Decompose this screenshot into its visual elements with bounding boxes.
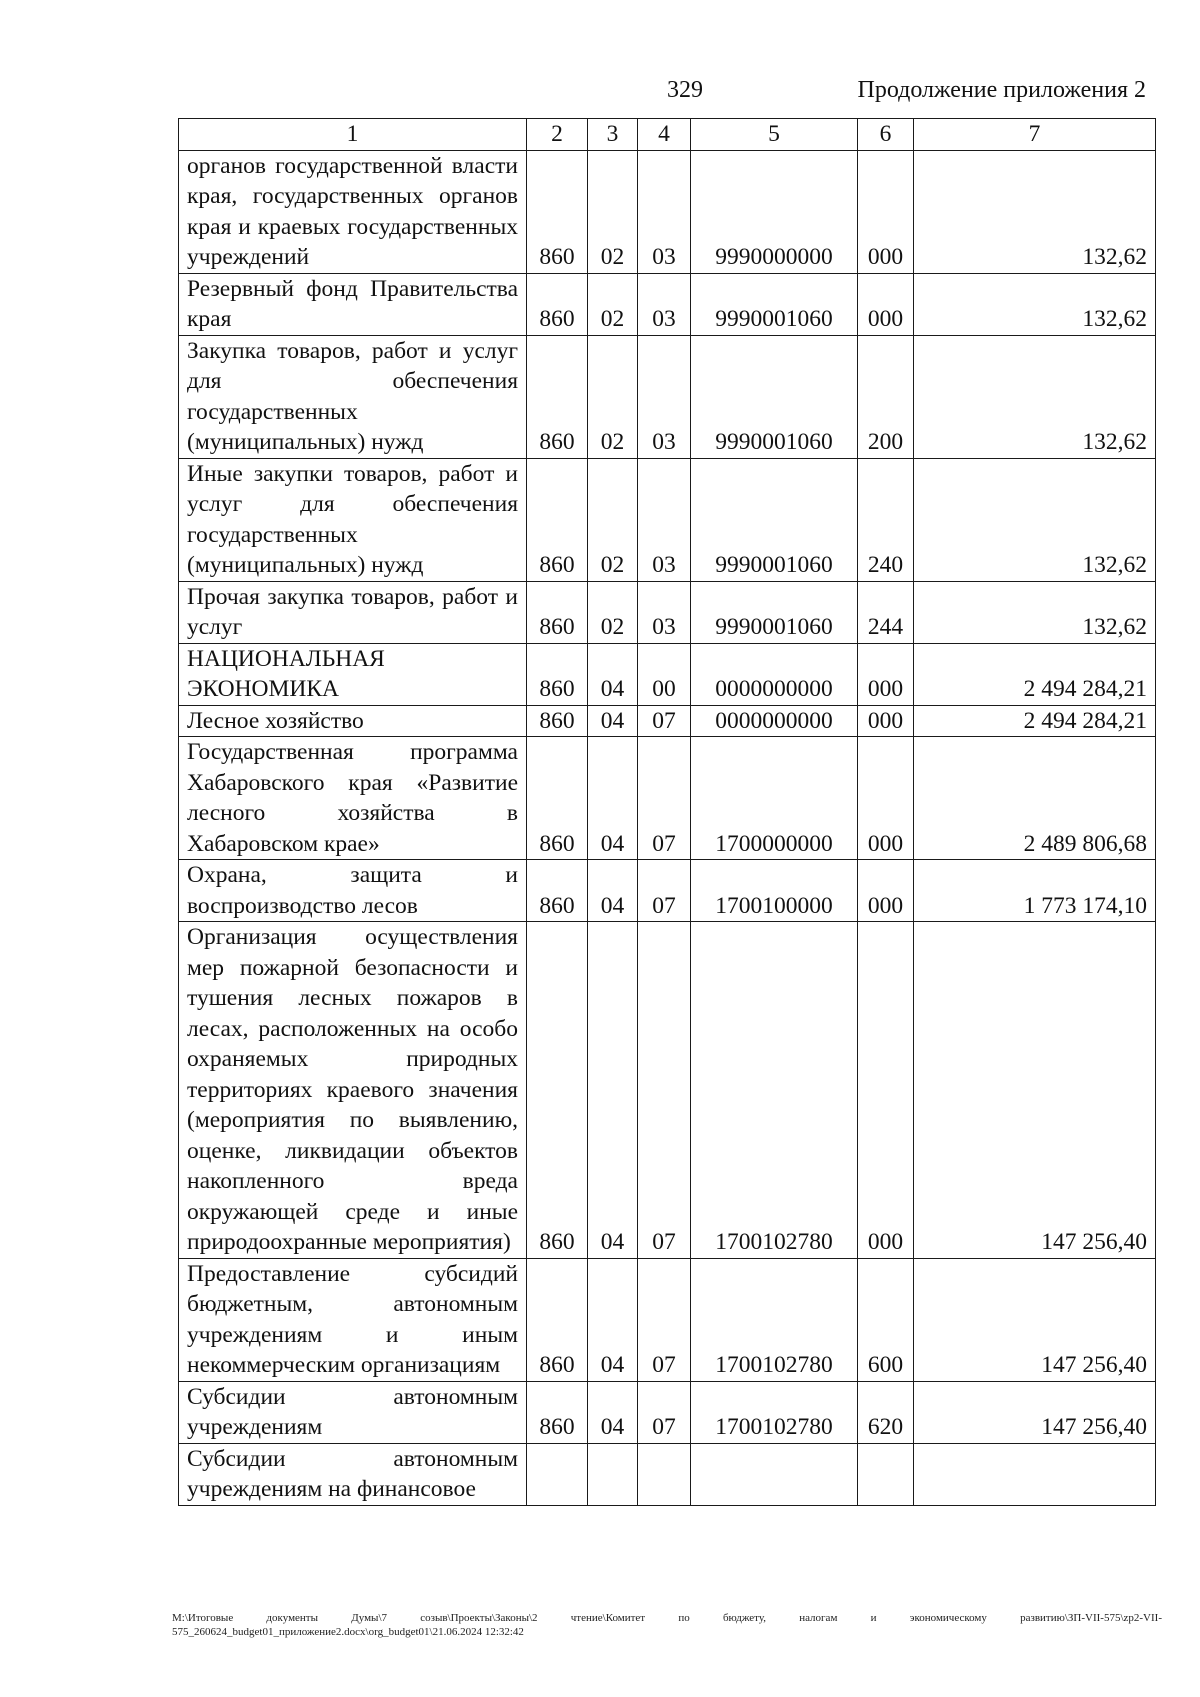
row-name: Охрана, защита и воспроизводство лесов — [179, 860, 527, 922]
row-section: 02 — [588, 335, 638, 458]
row-expense-type: 600 — [858, 1258, 914, 1381]
row-name: органов государственной власти края, государственных органов края и краевых государственных учреждений — [179, 150, 527, 273]
row-subsection: 03 — [638, 458, 691, 581]
row-name: Субсидии автономным учреждениям на финансовое — [179, 1443, 527, 1505]
table-row — [179, 150, 1156, 273]
row-subsection: 00 — [638, 643, 691, 705]
row-ministry: 860 — [527, 922, 588, 1259]
row-name: Предоставление субсидий бюджетным, автономным учреждениям и иным некоммерческим организациям — [179, 1258, 527, 1381]
table-row — [179, 705, 1156, 737]
row-expense-type: 620 — [858, 1381, 914, 1443]
row-name: Организация осуществления мер пожарной безопасности и тушения лесных пожаров в лесах, расположенных на особо охраняемых природных территориях краевого значения (мероприятия по выявлению, оценке, ликвидации объектов накопленного вреда окружающей среде и иные природоохранные мероприятия) — [179, 922, 527, 1259]
row-section: 04 — [588, 922, 638, 1259]
row-section: 02 — [588, 273, 638, 335]
row-ministry: 860 — [527, 273, 588, 335]
row-amount: 2 494 284,21 — [914, 705, 1156, 737]
column-header: 6 — [858, 119, 914, 151]
row-subsection: 07 — [638, 1381, 691, 1443]
budget-table — [178, 118, 1156, 1506]
row-ministry: 860 — [527, 581, 588, 643]
column-header: 5 — [691, 119, 858, 151]
table-row — [179, 458, 1156, 581]
row-expense-type: 000 — [858, 860, 914, 922]
row-section: 04 — [588, 737, 638, 860]
table-row — [179, 1443, 1156, 1505]
row-name: Лесное хозяйство — [179, 705, 527, 737]
table-row — [179, 737, 1156, 860]
row-expense-type: 000 — [858, 922, 914, 1259]
row-expense-type: 244 — [858, 581, 914, 643]
row-amount: 132,62 — [914, 458, 1156, 581]
row-target-code: 1700000000 — [691, 737, 858, 860]
row-subsection: 03 — [638, 150, 691, 273]
row-subsection: 07 — [638, 860, 691, 922]
row-ministry: 860 — [527, 1258, 588, 1381]
row-amount: 147 256,40 — [914, 922, 1156, 1259]
row-section: 04 — [588, 860, 638, 922]
row-target-code: 9990001060 — [691, 335, 858, 458]
column-header: 3 — [588, 119, 638, 151]
row-target-code: 9990000000 — [691, 150, 858, 273]
table-row — [179, 1381, 1156, 1443]
row-ministry: 860 — [527, 150, 588, 273]
table-row — [179, 860, 1156, 922]
column-header: 4 — [638, 119, 691, 151]
row-amount: 2 494 284,21 — [914, 643, 1156, 705]
row-amount: 147 256,40 — [914, 1381, 1156, 1443]
row-expense-type — [858, 1443, 914, 1505]
row-ministry: 860 — [527, 643, 588, 705]
table-row — [179, 922, 1156, 1259]
row-expense-type: 200 — [858, 335, 914, 458]
row-amount: 132,62 — [914, 335, 1156, 458]
row-section: 04 — [588, 1258, 638, 1381]
row-section: 04 — [588, 705, 638, 737]
row-target-code: 9990001060 — [691, 458, 858, 581]
row-subsection: 07 — [638, 705, 691, 737]
column-header: 2 — [527, 119, 588, 151]
column-header: 7 — [914, 119, 1156, 151]
footer-file-path: М:\Итоговые документы Думы\7 созыв\Проекты\Законы\2 чтение\Комитет по бюджету, налогам и экономическому развитию\ЗП-VII-575\zp2-VII-575_260624_budget01_приложение2.docx\org_budget01\21.06.2024 12:32:42 — [172, 1612, 1162, 1638]
row-name: НАЦИОНАЛЬНАЯ ЭКОНОМИКА — [179, 643, 527, 705]
row-target-code: 1700102780 — [691, 1258, 858, 1381]
row-expense-type: 000 — [858, 273, 914, 335]
row-section: 02 — [588, 581, 638, 643]
table-row — [179, 643, 1156, 705]
row-subsection: 07 — [638, 737, 691, 860]
page-number: 329 — [667, 77, 703, 103]
row-name: Иные закупки товаров, работ и услуг для обеспечения государственных (муниципальных) нужд — [179, 458, 527, 581]
row-subsection: 07 — [638, 1258, 691, 1381]
row-expense-type: 240 — [858, 458, 914, 581]
row-target-code: 9990001060 — [691, 273, 858, 335]
row-ministry: 860 — [527, 705, 588, 737]
row-ministry: 860 — [527, 860, 588, 922]
row-ministry: 860 — [527, 458, 588, 581]
row-name: Закупка товаров, работ и услуг для обеспечения государственных (муниципальных) нужд — [179, 335, 527, 458]
row-target-code: 9990001060 — [691, 581, 858, 643]
row-subsection: 03 — [638, 335, 691, 458]
row-name: Прочая закупка товаров, работ и услуг — [179, 581, 527, 643]
row-subsection — [638, 1443, 691, 1505]
row-section — [588, 1443, 638, 1505]
table-row — [179, 273, 1156, 335]
row-name: Субсидии автономным учреждениям — [179, 1381, 527, 1443]
row-section: 04 — [588, 1381, 638, 1443]
row-subsection: 03 — [638, 273, 691, 335]
row-name: Резервный фонд Правительства края — [179, 273, 527, 335]
row-amount: 147 256,40 — [914, 1258, 1156, 1381]
row-ministry: 860 — [527, 737, 588, 860]
row-expense-type: 000 — [858, 737, 914, 860]
row-section: 04 — [588, 643, 638, 705]
table-row — [179, 581, 1156, 643]
table-row — [179, 335, 1156, 458]
row-subsection: 07 — [638, 922, 691, 1259]
row-section: 02 — [588, 150, 638, 273]
continuation-label: Продолжение приложения 2 — [857, 77, 1146, 103]
row-target-code: 0000000000 — [691, 643, 858, 705]
row-ministry: 860 — [527, 335, 588, 458]
row-amount: 1 773 174,10 — [914, 860, 1156, 922]
row-amount: 132,62 — [914, 150, 1156, 273]
row-expense-type: 000 — [858, 705, 914, 737]
row-name: Государственная программа Хабаровского края «Развитие лесного хозяйства в Хабаровском крае» — [179, 737, 527, 860]
row-target-code: 1700102780 — [691, 1381, 858, 1443]
row-target-code: 1700102780 — [691, 922, 858, 1259]
row-ministry: 860 — [527, 1381, 588, 1443]
row-target-code — [691, 1443, 858, 1505]
table-row — [179, 1258, 1156, 1381]
row-subsection: 03 — [638, 581, 691, 643]
row-section: 02 — [588, 458, 638, 581]
row-amount: 132,62 — [914, 581, 1156, 643]
row-amount — [914, 1443, 1156, 1505]
row-expense-type: 000 — [858, 643, 914, 705]
row-target-code: 0000000000 — [691, 705, 858, 737]
row-ministry — [527, 1443, 588, 1505]
row-target-code: 1700100000 — [691, 860, 858, 922]
header-row — [179, 119, 1156, 151]
row-expense-type: 000 — [858, 150, 914, 273]
row-amount: 2 489 806,68 — [914, 737, 1156, 860]
column-header: 1 — [179, 119, 527, 151]
row-amount: 132,62 — [914, 273, 1156, 335]
